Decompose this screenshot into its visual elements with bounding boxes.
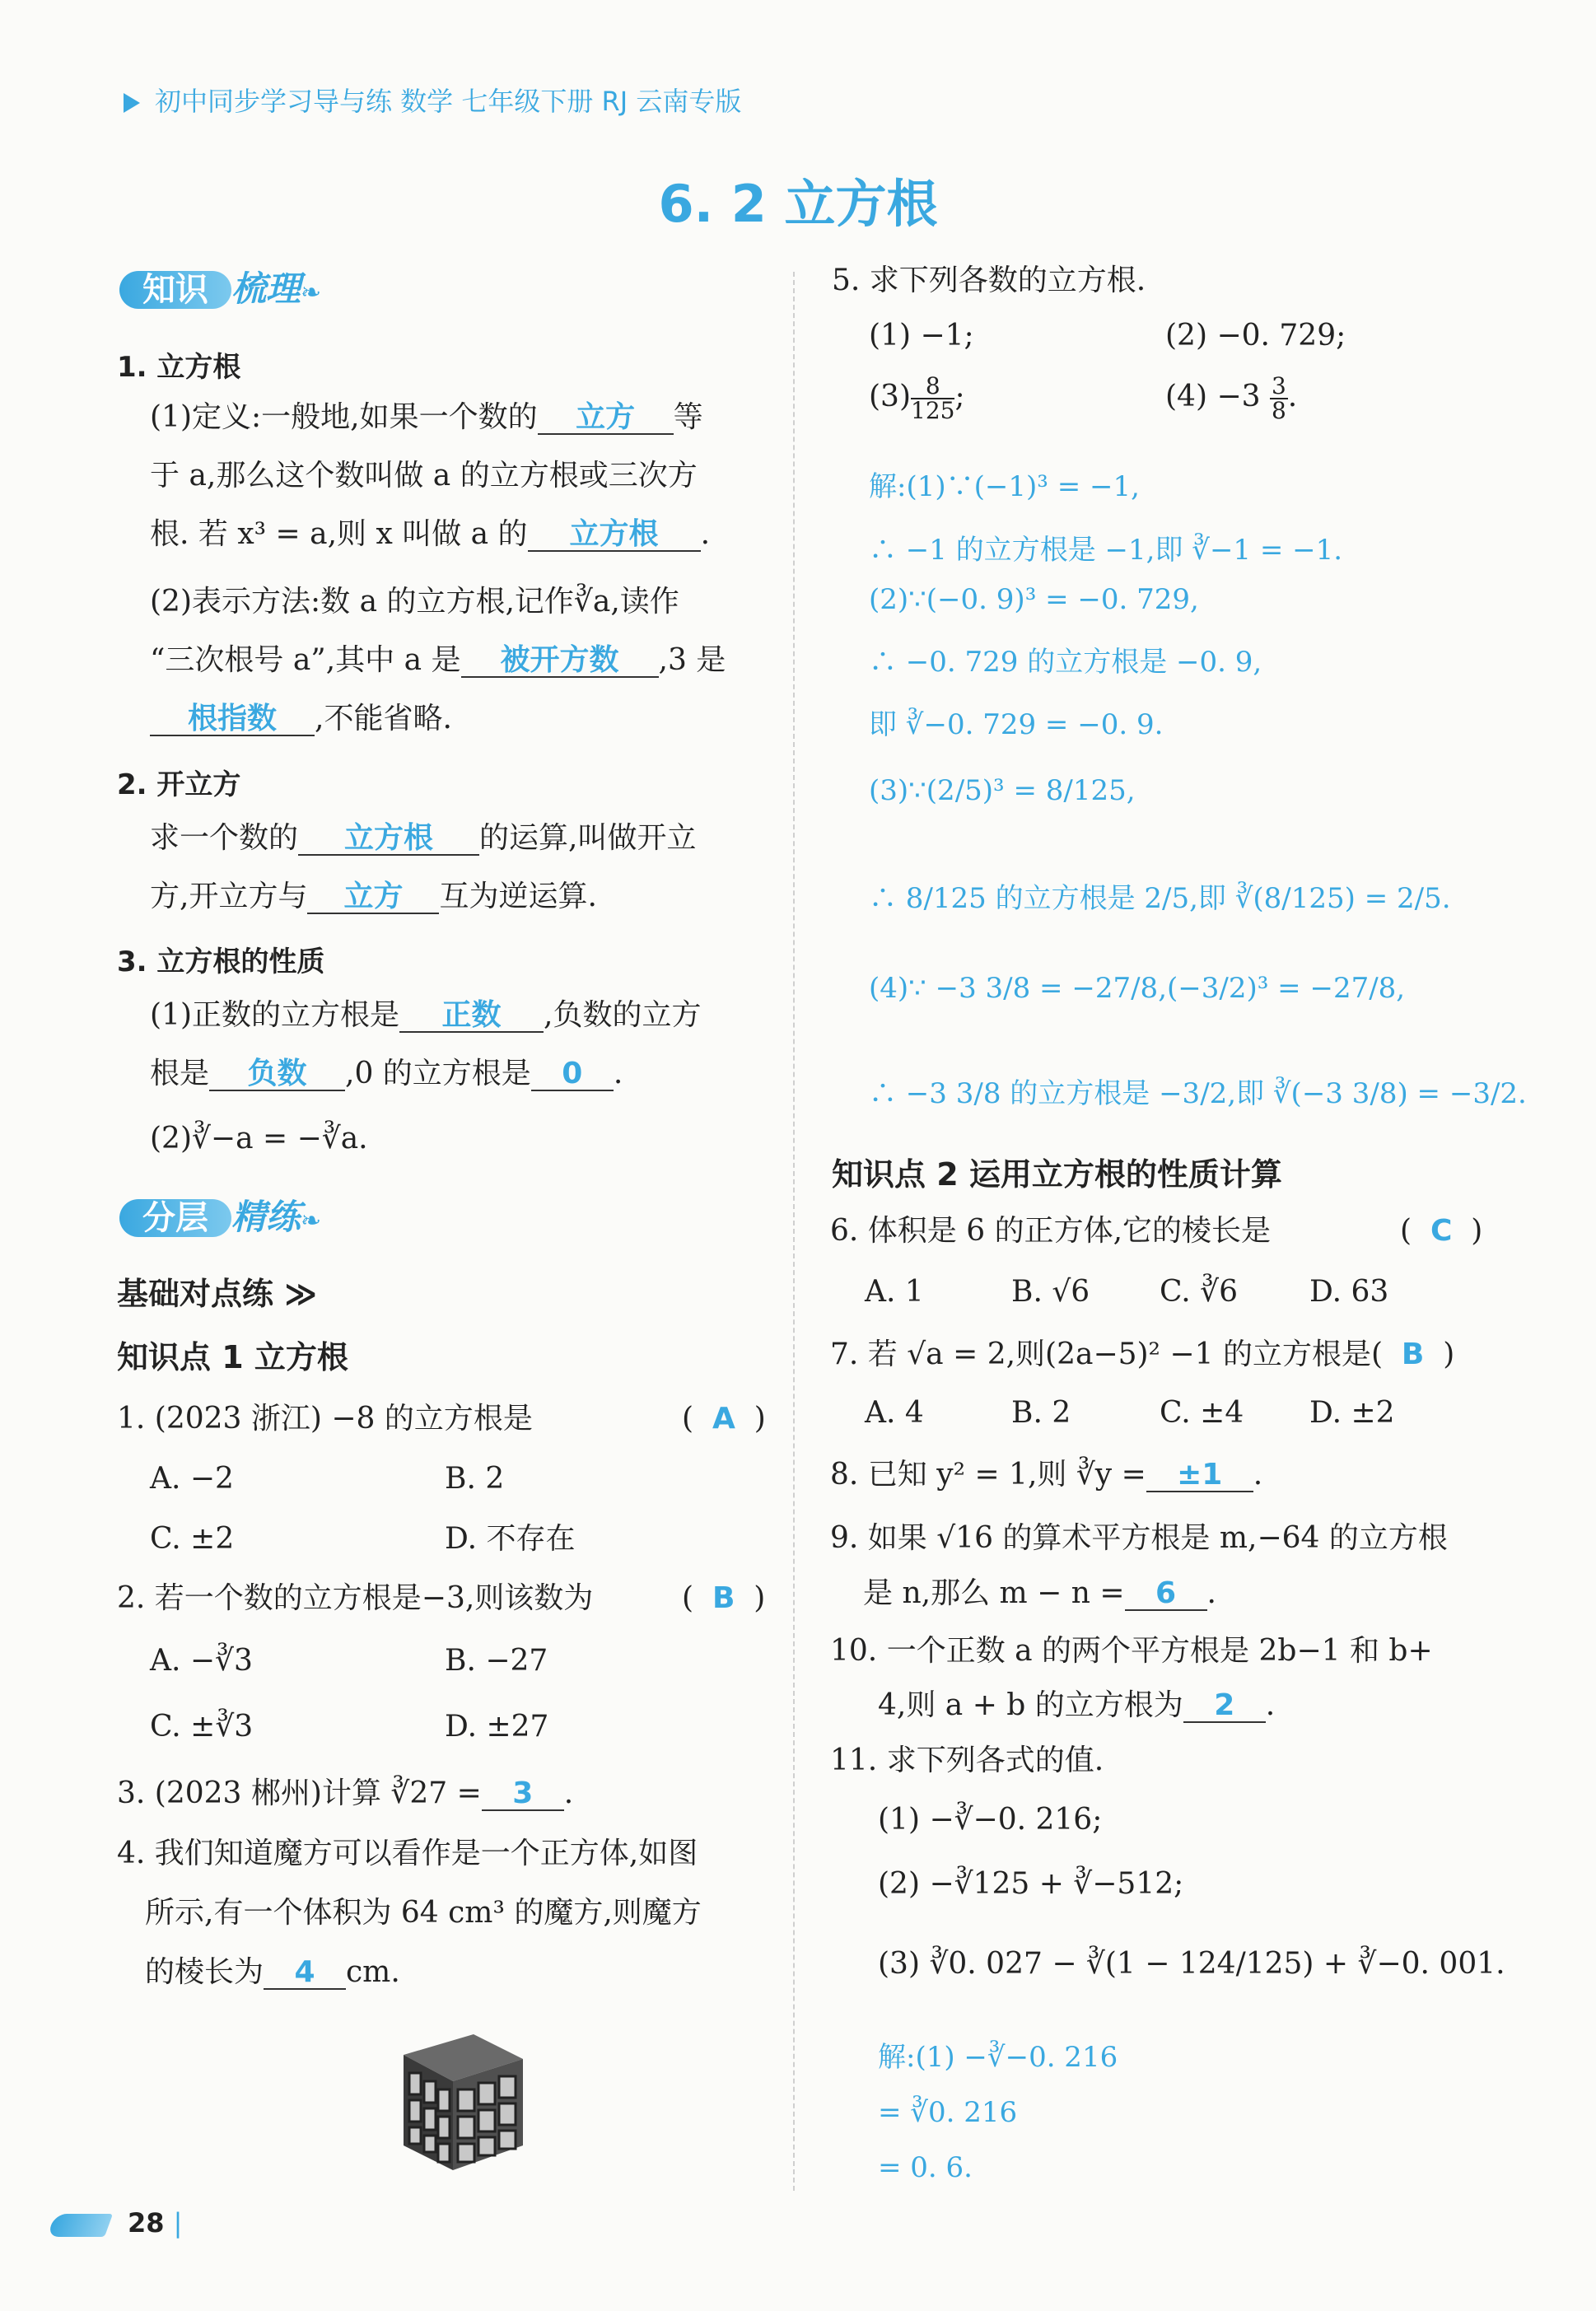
page-stripe-decoration: [47, 2214, 113, 2237]
q11-solution-2: = ∛0. 216: [878, 2096, 1018, 2129]
q2-option-c: C. ±∛3: [150, 1710, 254, 1744]
kp2-heading: 知识点 2 运用立方根的性质计算: [832, 1156, 1282, 1193]
k1-line4: (2)表示方法:数 a 的立方根,记作∛a,读作: [150, 585, 679, 619]
q5-solution-7: ∴ 8/125 的立方根是 2/5,即 ∛(8/125) = 2/5.: [869, 882, 1451, 915]
k2-line2: 方,开立方与 立方 互为逆运算.: [150, 880, 597, 913]
q5-solution-5: 即 ∛−0. 729 = −0. 9.: [869, 708, 1164, 741]
q11-solution-3: = 0. 6.: [878, 2151, 973, 2184]
k1-heading: 1. 立方根: [117, 351, 241, 384]
k1-line1: (1)定义:一般地,如果一个数的 立方 等: [150, 400, 703, 434]
q5-part2: (2) −0. 729;: [1165, 319, 1346, 352]
k2-line1: 求一个数的 立方根 的运算,叫做开立: [150, 821, 697, 855]
q6-option-a: A. 1: [865, 1275, 924, 1309]
q3: 3. (2023 郴州)计算 ∛27 = 3 .: [117, 1776, 574, 1810]
q7-option-d: D. ±2: [1309, 1396, 1395, 1430]
q11-part2: (2) −∛125 + ∛−512;: [878, 1867, 1184, 1901]
practice-badge: 分层 精练❧: [119, 1190, 321, 1243]
k1-line5: “三次根号 a”,其中 a 是 被开方数 ,3 是: [150, 643, 726, 677]
q4-line3: 的棱长为 4 cm.: [145, 1955, 400, 1989]
q10-line2: 4,则 a + b 的立方根为 2 .: [878, 1688, 1276, 1722]
q5-part1: (1) −1;: [869, 319, 974, 352]
q7-stem: 7. 若 √a = 2,则(2a−5)² −1 的立方根是( B ): [830, 1338, 1455, 1371]
k3-line2: 根是 负数 ,0 的立方根是 0 .: [150, 1057, 623, 1090]
column-divider: [793, 272, 795, 2191]
q7-option-a: A. 4: [865, 1396, 924, 1430]
page-number: 28 |: [128, 2207, 183, 2239]
k3-line3: (2)∛−a = −∛a.: [150, 1122, 368, 1156]
q11-part1: (1) −∛−0. 216;: [878, 1803, 1103, 1837]
q5-stem: 5. 求下列各数的立方根.: [832, 264, 1146, 297]
q10-line1: 10. 一个正数 a 的两个平方根是 2b−1 和 b+: [830, 1634, 1433, 1668]
q6-answer: ( C ): [1400, 1214, 1483, 1248]
kp1-heading: 知识点 1 立方根: [117, 1339, 348, 1375]
q11-solution-1: 解:(1) −∛−0. 216: [878, 2041, 1118, 2074]
q1-option-b: B. 2: [445, 1462, 505, 1496]
leaf-icon: ❧: [301, 278, 322, 307]
q9-line2: 是 n,那么 m − n = 6 .: [863, 1576, 1216, 1610]
page-title: 6. 2 立方根: [658, 174, 938, 234]
q2-option-a: A. −∛3: [150, 1644, 253, 1678]
q4-line2: 所示,有一个体积为 64 cm³ 的魔方,则魔方: [145, 1896, 702, 1930]
q9-line1: 9. 如果 √16 的算术平方根是 m,−64 的立方根: [830, 1521, 1448, 1555]
q8: 8. 已知 y² = 1,则 ∛y = ±1 .: [830, 1458, 1263, 1492]
q2-answer: ( B ): [682, 1581, 766, 1615]
q1-option-c: C. ±2: [150, 1522, 235, 1556]
k3-heading: 3. 立方根的性质: [117, 945, 325, 978]
q5-solution-4: ∴ −0. 729 的立方根是 −0. 9,: [869, 646, 1262, 679]
q2-option-b: B. −27: [445, 1644, 548, 1678]
q2-stem: 2. 若一个数的立方根是−3,则该数为: [117, 1581, 594, 1615]
q6-option-d: D. 63: [1309, 1275, 1389, 1309]
q5-solution-9: ∴ −3 3/8 的立方根是 −3/2,即 ∛(−3 3/8) = −3/2.: [869, 1077, 1527, 1110]
q1-stem: 1. (2023 浙江) −8 的立方根是: [117, 1402, 533, 1436]
q5-solution-1: 解:(1)∵(−1)³ = −1,: [869, 470, 1140, 503]
k3-line1: (1)正数的立方根是 正数 ,负数的立方: [150, 998, 702, 1032]
basic-practice-heading: 基础对点练 ≫: [117, 1276, 318, 1312]
q1-option-a: A. −2: [150, 1462, 234, 1496]
knowledge-badge: 知识 梳理❧: [119, 262, 321, 315]
q6-stem: 6. 体积是 6 的正方体,它的棱长是: [830, 1214, 1272, 1248]
q5-part3: (3) $\frac{8}{125}$ ;: [869, 372, 965, 424]
q1-option-d: D. 不存在: [445, 1522, 576, 1556]
rubiks-cube-image: [375, 2022, 531, 2178]
q6-option-c: C. ∛6: [1160, 1275, 1238, 1309]
leaf-icon: ❧: [301, 1207, 322, 1235]
q5-solution-6: (3)∵(2/5)³ = 8/125,: [869, 774, 1136, 807]
q4-line1: 4. 我们知道魔方可以看作是一个正方体,如图: [117, 1837, 698, 1870]
book-header: 初中同步学习导与练 数学 七年级下册 RJ 云南专版: [124, 81, 741, 119]
q5-solution-2: ∴ −1 的立方根是 −1,即 ∛−1 = −1.: [869, 534, 1343, 567]
k1-line2: 于 a,那么这个数叫做 a 的立方根或三次方: [150, 459, 698, 493]
q5-solution-3: (2)∵(−0. 9)³ = −0. 729,: [869, 583, 1199, 616]
q5-part4: (4) −3 $\frac{3}{8}$ .: [1165, 372, 1298, 424]
k1-line3: 根. 若 x³ = a,则 x 叫做 a 的 立方根 .: [150, 517, 711, 551]
q6-option-b: B. √6: [1011, 1275, 1090, 1309]
q11-stem: 11. 求下列各式的值.: [830, 1744, 1104, 1777]
q1-answer: ( A ): [682, 1402, 766, 1436]
q11-part3: (3) ∛0. 027 − ∛(1 − 124/125) + ∛−0. 001.: [878, 1947, 1505, 1981]
q5-solution-8: (4)∵ −3 3/8 = −27/8,(−3/2)³ = −27/8,: [869, 972, 1406, 1005]
k1-line6: 根指数 ,不能省略.: [150, 700, 452, 739]
q2-option-d: D. ±27: [445, 1710, 549, 1744]
q7-option-b: B. 2: [1011, 1396, 1071, 1430]
k2-heading: 2. 开立方: [117, 768, 241, 801]
play-triangle-icon: [124, 93, 140, 113]
q7-option-c: C. ±4: [1160, 1396, 1244, 1430]
